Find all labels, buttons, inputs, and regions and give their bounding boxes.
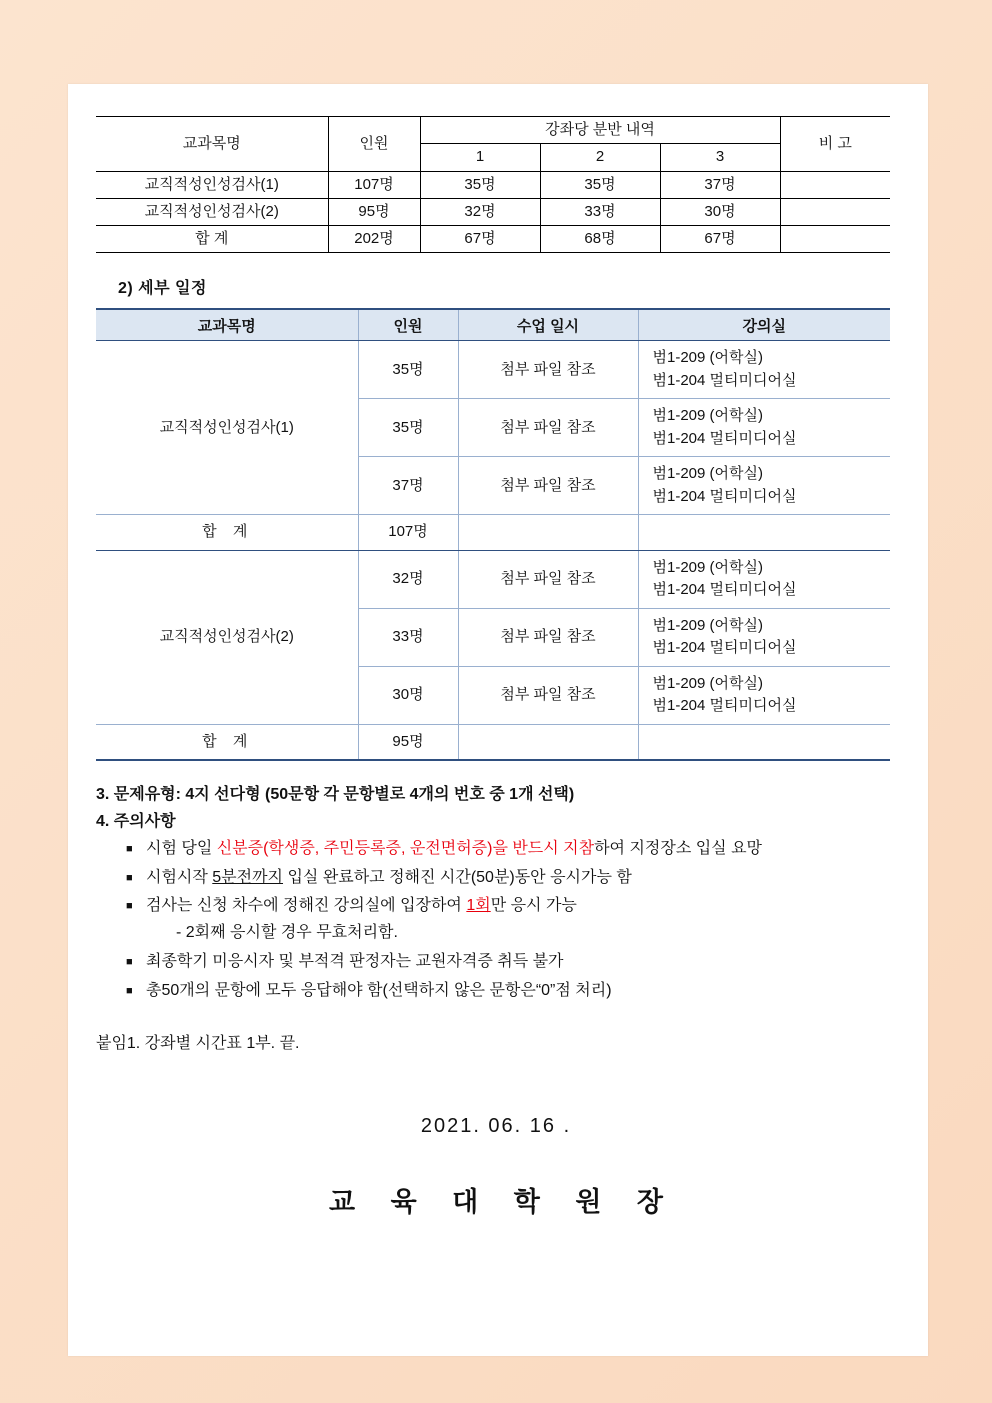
note-bullet-1-part1: 시험 당일 bbox=[146, 839, 217, 857]
table-row-subtotal bbox=[96, 515, 890, 551]
note-bullet-5: ■ 총50개의 문항에 모두 응답해야 함(선택하지 않은 문항은“0”점 처리) bbox=[126, 979, 896, 1004]
cell-room bbox=[638, 608, 890, 666]
note-item-3: 3. 문제유형: 4지 선다형 (50문항 각 문항별로 4개의 번호 중 1개 선택) bbox=[96, 786, 575, 804]
room-line-1: 범1-209 (어학실) bbox=[652, 465, 763, 483]
note-item-4-heading: 4. 주의사항 bbox=[96, 813, 176, 831]
cell-subtotal-datetime bbox=[458, 724, 638, 760]
header-count: 인원 bbox=[358, 309, 458, 341]
header-subject: 교과목명 bbox=[96, 117, 328, 172]
cell-count: 30명 bbox=[358, 666, 458, 724]
table-row-total bbox=[96, 226, 890, 253]
cell-count: 33명 bbox=[358, 608, 458, 666]
room-line-1: 범1-209 (어학실) bbox=[652, 349, 763, 367]
room-line-1: 범1-209 (어학실) bbox=[652, 616, 763, 634]
cell-room bbox=[638, 666, 890, 724]
note-bullet-3-part1: 검사는 신청 차수에 정해진 강의실에 입장하여 bbox=[146, 897, 467, 915]
cell-datetime: 첨부 파일 참조 bbox=[458, 550, 638, 608]
table-row-subtotal bbox=[96, 724, 890, 760]
table-row bbox=[96, 341, 890, 399]
cell-subtotal-room bbox=[638, 515, 890, 551]
room-line-2: 범1-204 멀티미디어실 bbox=[652, 697, 797, 715]
cell-g3: 37명 bbox=[660, 171, 780, 198]
cell-subtotal-label: 합 계 bbox=[96, 724, 358, 760]
table-row bbox=[96, 550, 890, 608]
document-signer: 교 육 대 학 원 장 bbox=[329, 1186, 677, 1217]
cell-datetime: 첨부 파일 참조 bbox=[458, 341, 638, 399]
note-bullet-2-part3: 입실 완료하고 정해진 시간(50분)동안 응시가능 함 bbox=[283, 868, 632, 886]
table-header-row bbox=[96, 309, 890, 341]
cell-count: 107명 bbox=[328, 171, 420, 198]
detail-schedule-table bbox=[96, 308, 890, 761]
header-count: 인원 bbox=[328, 117, 420, 172]
cell-g2: 35명 bbox=[540, 171, 660, 198]
cell-subject-total: 합 계 bbox=[96, 226, 328, 253]
table-row bbox=[96, 171, 890, 198]
cell-g3-total: 67명 bbox=[660, 226, 780, 253]
header-room: 강의실 bbox=[638, 309, 890, 341]
cell-subject: 교직적성인성검사(1) bbox=[96, 171, 328, 198]
note-bullet-3-highlight: 1회 bbox=[466, 897, 491, 915]
room-line-2: 범1-204 멀티미디어실 bbox=[652, 639, 797, 657]
notes-bullet-list bbox=[126, 837, 896, 1004]
header-datetime: 수업 일시 bbox=[458, 309, 638, 341]
table-row bbox=[96, 117, 890, 144]
note-bullet-1-part3: 하여 지정장소 입실 요망 bbox=[594, 839, 762, 857]
cell-note bbox=[780, 171, 890, 198]
cell-count-total: 202명 bbox=[328, 226, 420, 253]
note-bullet-2 bbox=[126, 866, 896, 891]
cell-subject: 교직적성인성검사(2) bbox=[96, 550, 358, 724]
note-bullet-3-part3: 만 응시 가능 bbox=[490, 897, 577, 915]
notes-section bbox=[96, 783, 896, 1003]
cell-g3: 30명 bbox=[660, 198, 780, 225]
cell-subtotal-count: 107명 bbox=[358, 515, 458, 551]
document-date: 2021. 06. 16 . bbox=[420, 1114, 572, 1137]
note-bullet-2-underline: 5분전까지 bbox=[212, 868, 284, 886]
room-line-2: 범1-204 멀티미디어실 bbox=[652, 581, 797, 599]
note-bullet-3-sub: - 2회째 응시할 경우 무효처리함. bbox=[176, 924, 398, 942]
cell-subtotal-room bbox=[638, 724, 890, 760]
cell-datetime: 첨부 파일 참조 bbox=[458, 666, 638, 724]
header-group-1: 1 bbox=[420, 144, 540, 171]
cell-room bbox=[638, 550, 890, 608]
cell-room bbox=[638, 457, 890, 515]
cell-subject: 교직적성인성검사(1) bbox=[96, 341, 358, 515]
cell-subtotal-count: 95명 bbox=[358, 724, 458, 760]
cell-subject: 교직적성인성검사(2) bbox=[96, 198, 328, 225]
room-line-2: 범1-204 멀티미디어실 bbox=[652, 429, 797, 447]
room-line-2: 범1-204 멀티미디어실 bbox=[652, 487, 797, 505]
cell-subtotal-datetime bbox=[458, 515, 638, 551]
cell-note bbox=[780, 198, 890, 225]
header-note: 비 고 bbox=[780, 117, 890, 172]
document-page bbox=[68, 84, 928, 1356]
room-line-1: 범1-209 (어학실) bbox=[652, 674, 763, 692]
attachment-line: 붙임1. 강좌별 시간표 1부. 끝. bbox=[96, 1034, 300, 1052]
room-line-2: 범1-204 멀티미디어실 bbox=[652, 371, 797, 389]
room-line-1: 범1-209 (어학실) bbox=[652, 558, 763, 576]
cell-g1: 32명 bbox=[420, 198, 540, 225]
cell-room bbox=[638, 399, 890, 457]
cell-room bbox=[638, 341, 890, 399]
cell-count: 35명 bbox=[358, 399, 458, 457]
cell-note-total bbox=[780, 226, 890, 253]
cell-count: 37명 bbox=[358, 457, 458, 515]
cell-g2: 33명 bbox=[540, 198, 660, 225]
note-bullet-1-highlight: 신분증(학생증, 주민등록증, 운전면허증)을 반드시 지참 bbox=[216, 839, 595, 857]
note-bullet-2-part1: 시험시작 bbox=[146, 868, 213, 886]
cell-datetime: 첨부 파일 참조 bbox=[458, 457, 638, 515]
cell-subtotal-label: 합 계 bbox=[96, 515, 358, 551]
cell-g1-total: 67명 bbox=[420, 226, 540, 253]
note-bullet-4: ■ 최종학기 미응시자 및 부적격 판정자는 교원자격증 취득 불가 bbox=[126, 950, 896, 975]
header-group-2: 2 bbox=[540, 144, 660, 171]
cell-datetime: 첨부 파일 참조 bbox=[458, 608, 638, 666]
note-bullet-1 bbox=[126, 837, 896, 862]
cell-g1: 35명 bbox=[420, 171, 540, 198]
document-content bbox=[96, 116, 896, 1219]
cell-count: 35명 bbox=[358, 341, 458, 399]
section-heading-detail-schedule: 2) 세부 일정 bbox=[118, 280, 207, 298]
summary-table bbox=[96, 116, 890, 253]
cell-g2-total: 68명 bbox=[540, 226, 660, 253]
table-row bbox=[96, 198, 890, 225]
header-subject: 교과목명 bbox=[96, 309, 358, 341]
room-line-1: 범1-209 (어학실) bbox=[652, 407, 763, 425]
cell-count: 32명 bbox=[358, 550, 458, 608]
note-bullet-3 bbox=[126, 894, 896, 946]
cell-datetime: 첨부 파일 참조 bbox=[458, 399, 638, 457]
cell-count: 95명 bbox=[328, 198, 420, 225]
header-group-3: 3 bbox=[660, 144, 780, 171]
header-group-title: 강좌당 분반 내역 bbox=[420, 117, 780, 144]
